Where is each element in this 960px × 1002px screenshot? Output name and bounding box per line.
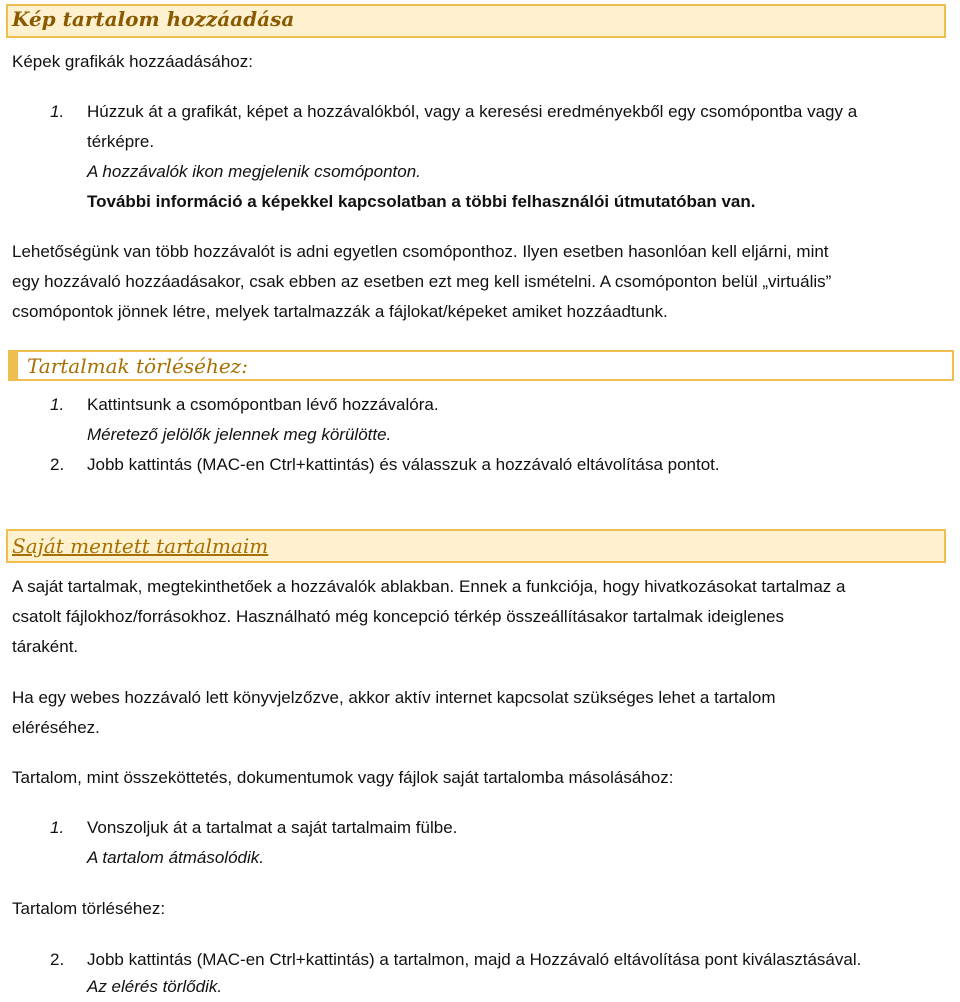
step-info-text: További információ a képekkel kapcsolatban a többi felhasználói útmutatóban van. xyxy=(87,192,756,211)
section-title-kep-tartalom: Kép tartalom hozzáadása xyxy=(12,7,295,31)
paragraph-line: csomópontok jönnek létre, melyek tartalmazzák a fájlokat/képeket amiket hozzáadtunk. xyxy=(12,302,668,321)
paragraph-line: egy hozzávaló hozzáadásakor, csak ebben az esetben ezt meg kell ismételni. A csomóponton belül „virtuális” xyxy=(12,272,832,291)
subsection-accent-bar xyxy=(8,350,18,381)
step-text: térképre. xyxy=(87,132,155,151)
paragraph-line: Tartalom, mint összeköttetés, dokumentumok vagy fájlok saját tartalomba másolásához: xyxy=(12,768,674,787)
step-result-text: Az elérés törlődik. xyxy=(87,977,223,996)
paragraph-line: Lehetőségünk van több hozzávalót is adni egyetlen csomóponthoz. Ilyen esetben hasonlóan kell eljárni, mint xyxy=(12,242,829,261)
paragraph-line: A saját tartalmak, megtekinthetőek a hozzávalók ablakban. Ennek a funkciója, hogy hivatkozásokat tartalmaz a xyxy=(12,577,846,596)
subsection-title: Tartalmak törléséhez: xyxy=(27,354,248,378)
delete-label: Tartalom törléséhez: xyxy=(12,899,166,918)
list-number: 1. xyxy=(50,818,65,837)
intro-text: Képek grafikák hozzáadásához: xyxy=(12,52,253,71)
paragraph-line: Ha egy webes hozzávaló lett könyvjelzőzve, akkor aktív internet kapcsolat szükséges lehet a tartalom xyxy=(12,688,776,707)
step-text: Kattintsunk a csomópontban lévő hozzávalóra. xyxy=(87,395,439,414)
paragraph-line: csatolt fájlokhoz/forrásokhoz. Használható még koncepció térkép összeállításakor tartalmak ideiglenes xyxy=(12,607,785,626)
step-text: Jobb kattintás (MAC-en Ctrl+kattintás) és válasszuk a hozzávaló eltávolítása pontot. xyxy=(87,455,720,474)
section-title-sajat-tartalmaim: Saját mentett tartalmaim xyxy=(12,534,269,558)
step-text: Jobb kattintás (MAC-en Ctrl+kattintás) a tartalmon, majd a Hozzávaló eltávolítása pont kiválasztásával. xyxy=(87,950,862,969)
step-result-text: A hozzávalók ikon megjelenik csomóponton. xyxy=(87,162,421,181)
paragraph-line: eléréséhez. xyxy=(12,718,100,737)
step-result-text: A tartalom átmásolódik. xyxy=(87,848,264,867)
step-text: Húzzuk át a grafikát, képet a hozzávalókból, vagy a keresési eredményekből egy csomópontba vagy a xyxy=(87,102,858,121)
step-result-text: Méretező jelölők jelennek meg körülötte. xyxy=(87,425,392,444)
paragraph-line: táraként. xyxy=(12,637,79,656)
list-number: 1. xyxy=(50,102,65,121)
list-number: 2. xyxy=(50,950,65,969)
list-number: 1. xyxy=(50,395,65,414)
step-text: Vonszoljuk át a tartalmat a saját tartalmaim fülbe. xyxy=(87,818,458,837)
list-number: 2. xyxy=(50,455,65,474)
